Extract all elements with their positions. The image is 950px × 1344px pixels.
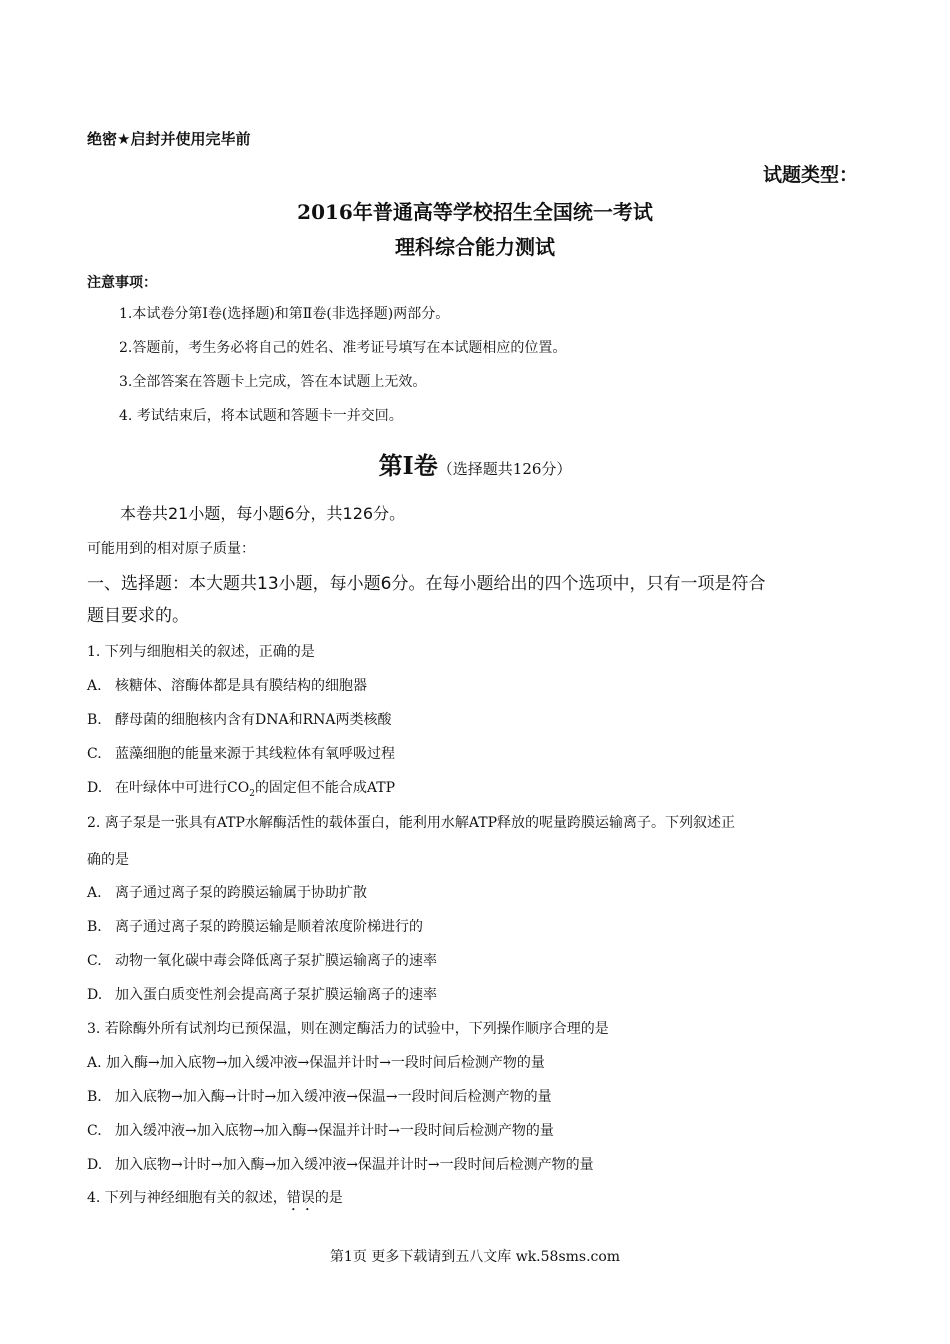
question-stem: 1. 下列与细胞相关的叙述，正确的是 [87, 644, 315, 660]
emphasized-text: 错误 [286, 1190, 315, 1206]
subscript: 2 [249, 788, 255, 799]
notice-item: 4. 考试结束后，将本试题和答题卡一并交回。 [119, 408, 403, 424]
option-text: 离子通过离子泵的跨膜运输属于协助扩散 [115, 885, 367, 901]
volume-heading [0, 446, 950, 481]
option-label: B. [87, 1089, 102, 1105]
stem-text: 的是 [314, 1190, 343, 1206]
option-label: C. [87, 1123, 102, 1139]
option-text: 酵母菌的细胞核内含有DNA和RNA两类核酸 [115, 712, 392, 728]
question-stem: 3. 若除酶外所有试剂均已预保温，则在测定酶活力的试验中，下列操作顺序合理的是 [87, 1021, 609, 1037]
option-label: A. [87, 885, 102, 901]
option-label: D. [87, 1157, 103, 1173]
option [87, 675, 367, 695]
option-text: 核糖体、溶酶体都是具有膜结构的细胞器 [115, 678, 367, 694]
option-label: B. [87, 919, 102, 935]
option-text: 离子通过离子泵的跨膜运输是顺着浓度阶梯进行的 [115, 919, 423, 935]
atomic-mass-note: 可能用到的相对原子质量： [87, 541, 255, 557]
option-label: D. [87, 987, 103, 1003]
section-heading: 一、选择题：本大题共13小题，每小题6分。在每小题给出的四个选项中，只有一项是符合 [87, 574, 766, 594]
notice-heading: 注意事项： [87, 275, 157, 291]
option-text: 加入底物→加入酶→计时→加入缓冲液→保温→一段时间后检测产物的量 [115, 1089, 552, 1105]
question-stem: 2. 离子泵是一张具有ATP水解酶活性的载体蛋白，能利用水解ATP释放的呢量跨膜运输离子。下列叙述正 [87, 815, 736, 831]
notice-item: 1.本试卷分第Ⅰ卷(选择题)和第Ⅱ卷(非选择题)两部分。 [119, 306, 450, 322]
notice-item: 2.答题前，考生务必将自己的姓名、准考证号填写在本试题相应的位置。 [119, 340, 567, 356]
option [87, 950, 437, 970]
volume-subtitle: （选择题共126分） [437, 460, 572, 478]
option-label: A. [87, 678, 102, 694]
option-text: 动物一氧化碳中毒会降低离子泵扩膜运输离子的速率 [115, 953, 437, 969]
option-label: C. [87, 746, 102, 762]
option: A. 加入酶→加入底物→加入缓冲液→保温并计时→一段时间后检测产物的量 [87, 1055, 545, 1071]
option [87, 1120, 554, 1140]
question-stem-cont: 确的是 [87, 852, 129, 868]
volume-lead: 本卷共21小题，每小题6分，共126分。 [120, 504, 406, 523]
option [87, 743, 395, 763]
exam-type-label: 试题类型： [762, 164, 858, 186]
option-label: B. [87, 712, 102, 728]
exam-subject: 理科综合能力测试 [395, 235, 555, 259]
option [87, 882, 367, 902]
option [87, 777, 395, 799]
option-text: 的固定但不能合成ATP [254, 780, 396, 796]
option-text: 蓝藻细胞的能量来源于其线粒体有氧呼吸过程 [115, 746, 395, 762]
notice-item: 3.全部答案在答题卡上完成，答在本试题上无效。 [119, 374, 427, 390]
page-footer: 第1页 更多下载请到五八文库 wk.58sms.com [329, 1249, 621, 1265]
option [87, 1086, 552, 1106]
option [87, 916, 423, 936]
option-text: 加入底物→计时→加入酶→加入缓冲液→保温并计时→一段时间后检测产物的量 [115, 1157, 594, 1173]
section-heading-cont: 题目要求的。 [87, 606, 189, 626]
option [87, 1154, 594, 1174]
option-text: 加入缓冲液→加入底物→加入酶→保温并计时→一段时间后检测产物的量 [115, 1123, 554, 1139]
option [87, 709, 392, 729]
question-stem [87, 1187, 343, 1214]
exam-title: 2016年普通高等学校招生全国统一考试 [297, 200, 653, 224]
option-label: D. [87, 780, 103, 796]
option-label: C. [87, 953, 102, 969]
confidential-label: 绝密★启封并使用完毕前 [87, 130, 251, 148]
option-text: 在叶绿体中可进行CO [115, 780, 250, 796]
option-text: 加入蛋白质变性剂会提高离子泵扩膜运输离子的速率 [115, 987, 437, 1003]
volume-title: 第Ⅰ卷 [378, 451, 438, 480]
option [87, 984, 437, 1004]
stem-text: 4. 下列与神经细胞有关的叙述， [87, 1190, 287, 1206]
